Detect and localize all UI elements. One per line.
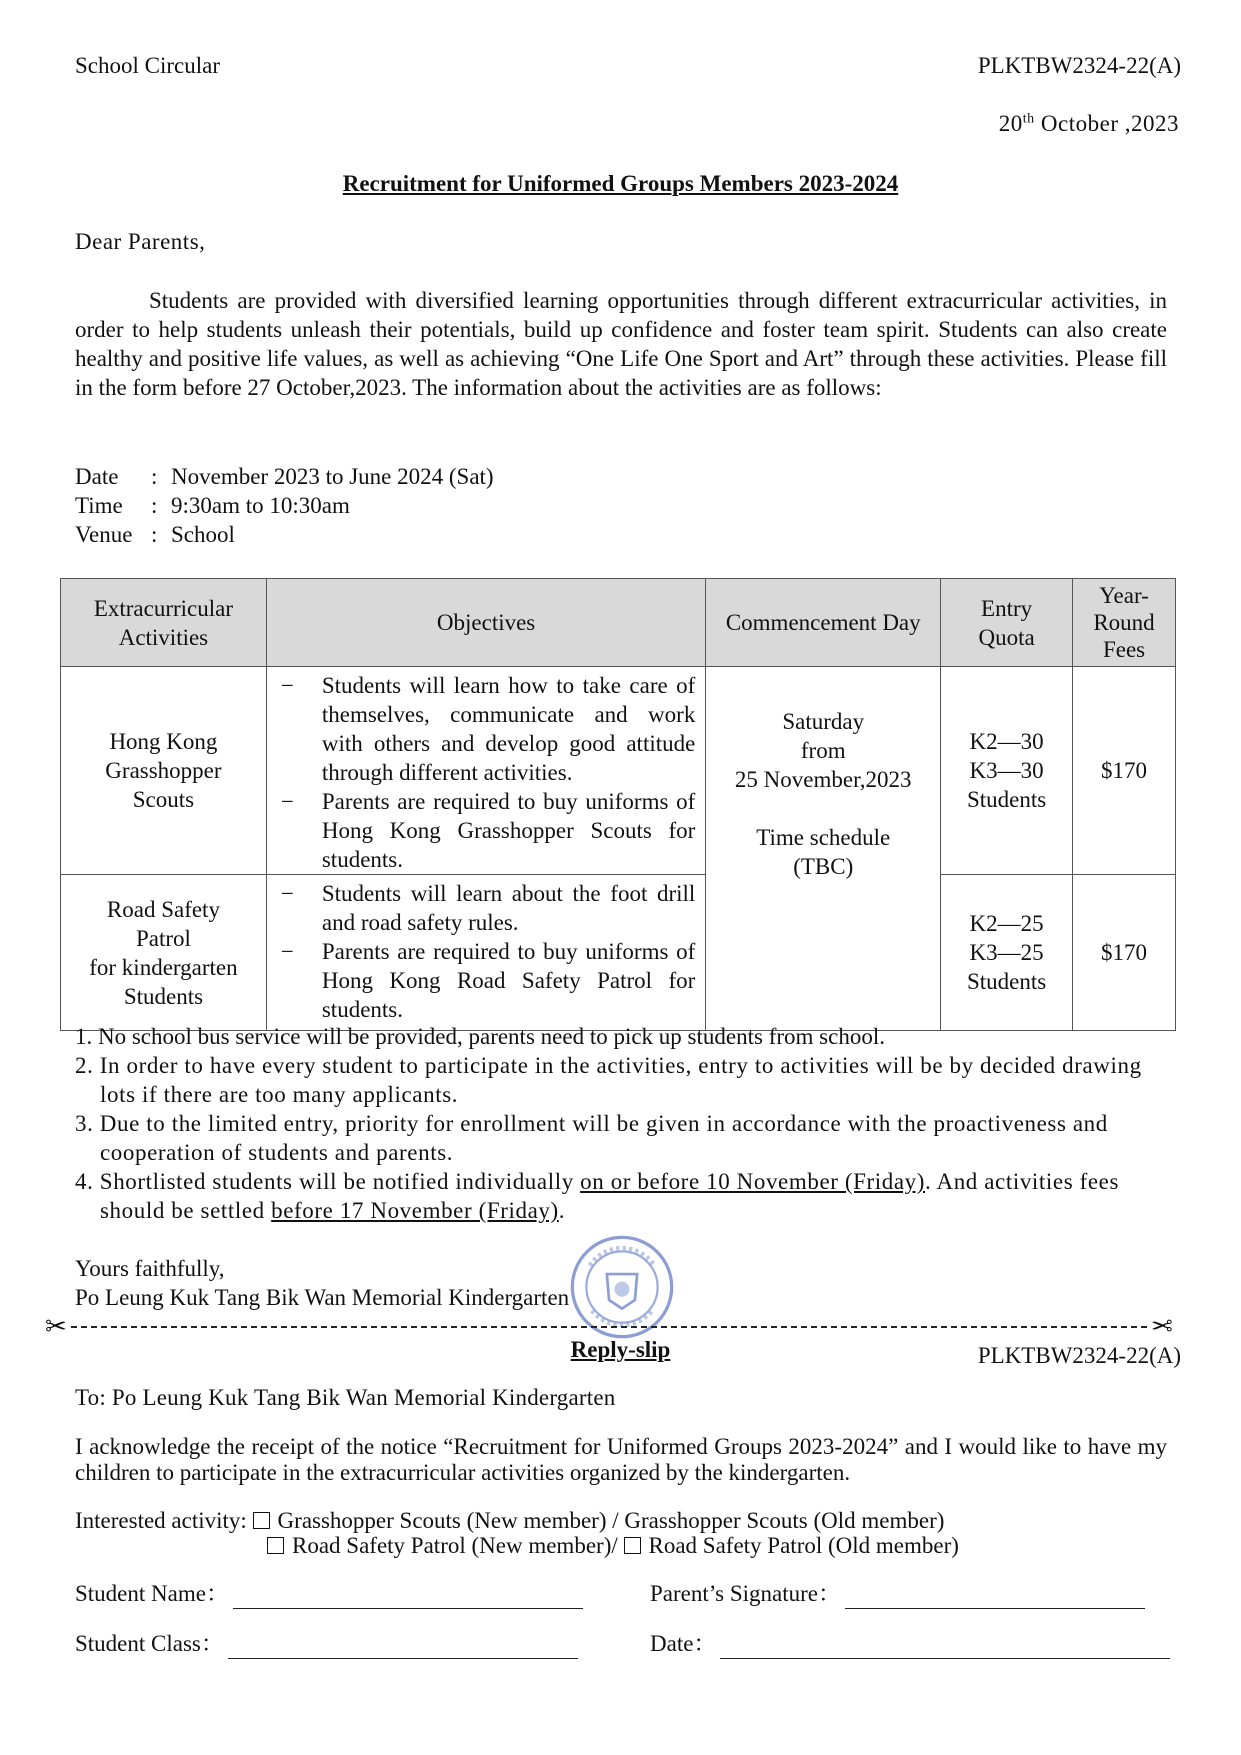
objective-item: − Parents are required to buy uniforms of Hong Kong Road Safety Patrol for students.	[277, 937, 695, 1024]
info-value: School	[171, 522, 235, 547]
objective-item: − Students will learn about the foot drill and road safety rules.	[277, 879, 695, 937]
objectives-cell	[266, 875, 705, 1031]
date-rest: October ,2023	[1034, 111, 1179, 136]
activity-name: Road Safety Patrol for kindergarten Students	[61, 875, 267, 1031]
info-label: Date	[75, 464, 119, 489]
scissors-icon: ✂	[45, 1312, 67, 1342]
notify-deadline: on or before 10 November (Friday)	[580, 1169, 926, 1194]
info-colon: :	[151, 522, 158, 547]
objective-item: − Students will learn how to take care of themselves, communicate and work with others and develop good attitude through different activities.	[277, 671, 695, 787]
header-objectives: Objectives	[266, 579, 705, 667]
table-header-row	[61, 579, 1176, 667]
option-scouts-new: Grasshopper Scouts (New member)	[277, 1508, 607, 1533]
closing	[75, 1254, 569, 1312]
date-label: Date：	[650, 1631, 717, 1656]
fee-cell: $170	[1073, 667, 1176, 875]
note-item: 3. Due to the limited entry, priority for enrollment will be given in accordance with the proactiveness and cooperation of students and parents.	[75, 1111, 1108, 1165]
option-patrol-new: Road Safety Patrol (New member)/	[292, 1533, 618, 1558]
intro-text: Students are provided with diversified learning opportunities through different extracurricular activities, in order to help students unleash their potentials, build up confidence and foster team spirit. Students can also create healthy and positive life values, as well as achieving “One Life One Sport and Art” through these activities. Please fill in the form before 27 October,2023. The information about the activities are as follows:	[75, 288, 1167, 400]
quota-cell: K2—30 K3—30 Students	[941, 667, 1073, 875]
interest-row-2	[75, 1533, 959, 1558]
quota-cell: K2—25 K3—25 Students	[941, 875, 1073, 1031]
checkbox[interactable]	[253, 1512, 270, 1529]
header-quota: Entry Quota	[941, 579, 1073, 667]
header-fees: Year- Round Fees	[1073, 579, 1176, 667]
checkbox[interactable]	[624, 1537, 641, 1554]
closing-salutation: Yours faithfully,	[75, 1256, 225, 1281]
activities-table	[60, 578, 1176, 1031]
interested-activity	[75, 1508, 959, 1558]
cut-line	[45, 1312, 1173, 1342]
header-activities: Extracurricular Activities	[61, 579, 267, 667]
info-date	[75, 462, 494, 491]
parent-signature-blank[interactable]	[845, 1584, 1145, 1609]
option-patrol-old: Road Safety Patrol (Old member)	[648, 1533, 959, 1558]
circular-code: PLKTBW2324-22(A)	[977, 53, 1181, 78]
info-label: Time	[75, 493, 123, 518]
header-commencement: Commencement Day	[706, 579, 941, 667]
option-scouts-old: Grasshopper Scouts (Old member)	[624, 1508, 945, 1533]
fee-cell: $170	[1073, 875, 1176, 1031]
intro-paragraph	[75, 286, 1167, 402]
info-colon: :	[151, 493, 158, 518]
info-colon: :	[151, 464, 158, 489]
date-suffix: th	[1022, 111, 1035, 127]
note-item: 1. No school bus service will be provided, parents need to pick up students from school.	[75, 1024, 885, 1049]
interest-row-1: Interested activity: Grasshopper Scouts (New member) / Grasshopper Scouts (Old member)	[75, 1508, 945, 1533]
circular-date	[999, 110, 1179, 139]
checkbox[interactable]	[267, 1537, 284, 1554]
objective-item: − Parents are required to buy uniforms of Hong Kong Grasshopper Scouts for students.	[277, 787, 695, 874]
date-day: 20	[998, 111, 1023, 136]
reply-recipient: To: Po Leung Kuk Tang Bik Wan Memorial Kindergarten	[75, 1385, 616, 1410]
student-class-blank[interactable]	[228, 1634, 578, 1659]
info-time	[75, 491, 494, 520]
closing-school-name: Po Leung Kuk Tang Bik Wan Memorial Kindergarten	[75, 1285, 570, 1310]
note-item: 4. Shortlisted students will be notified individually on or before 10 November (Friday). And activities fees should be settled before 17 November (Friday).	[75, 1169, 1120, 1223]
greeting: Dear Parents,	[75, 229, 206, 254]
date-blank[interactable]	[720, 1634, 1170, 1659]
reply-slip-code: PLKTBW2324-22(A)	[977, 1343, 1181, 1368]
circular-label: School Circular	[75, 53, 220, 78]
parent-signature-field	[650, 1580, 1145, 1609]
parent-signature-label: Parent’s Signature：	[650, 1581, 841, 1606]
notes-list	[75, 1022, 1145, 1225]
reply-slip-title: Reply-slip	[570, 1337, 671, 1362]
objectives-cell	[266, 667, 705, 875]
info-venue	[75, 520, 494, 549]
student-name-label: Student Name：	[75, 1581, 229, 1606]
info-value: 9:30am to 10:30am	[171, 493, 350, 518]
note-item: 2. In order to have every student to participate in the activities, entry to activities will be by decided drawing lots if there are too many applicants.	[75, 1053, 1142, 1107]
table-row	[61, 667, 1176, 875]
table-row	[61, 875, 1176, 1031]
info-value: November 2023 to June 2024 (Sat)	[171, 464, 494, 489]
info-label: Venue	[75, 522, 133, 547]
student-name-field	[75, 1580, 583, 1609]
student-class-label: Student Class：	[75, 1631, 224, 1656]
acknowledgement-text: I acknowledge the receipt of the notice “Recruitment for Uniformed Groups 2023-2024” and I would like to have my children to participate in the extracurricular activities organized by the kindergarten.	[75, 1434, 1167, 1485]
interest-label: Interested activity:	[75, 1508, 253, 1533]
student-name-blank[interactable]	[233, 1584, 583, 1609]
scissors-icon: ✂	[1151, 1312, 1173, 1342]
date-field	[650, 1630, 1170, 1659]
commencement-cell: Saturday from 25 November,2023 Time schedule (TBC)	[706, 667, 941, 1031]
dashed-divider	[71, 1326, 1147, 1328]
activity-name: Hong Kong Grasshopper Scouts	[61, 667, 267, 875]
fee-deadline: before 17 November (Friday)	[271, 1198, 559, 1223]
student-class-field	[75, 1630, 578, 1659]
circular-title: Recruitment for Uniformed Groups Members 2023-2024	[342, 171, 899, 196]
activity-info	[75, 462, 494, 549]
